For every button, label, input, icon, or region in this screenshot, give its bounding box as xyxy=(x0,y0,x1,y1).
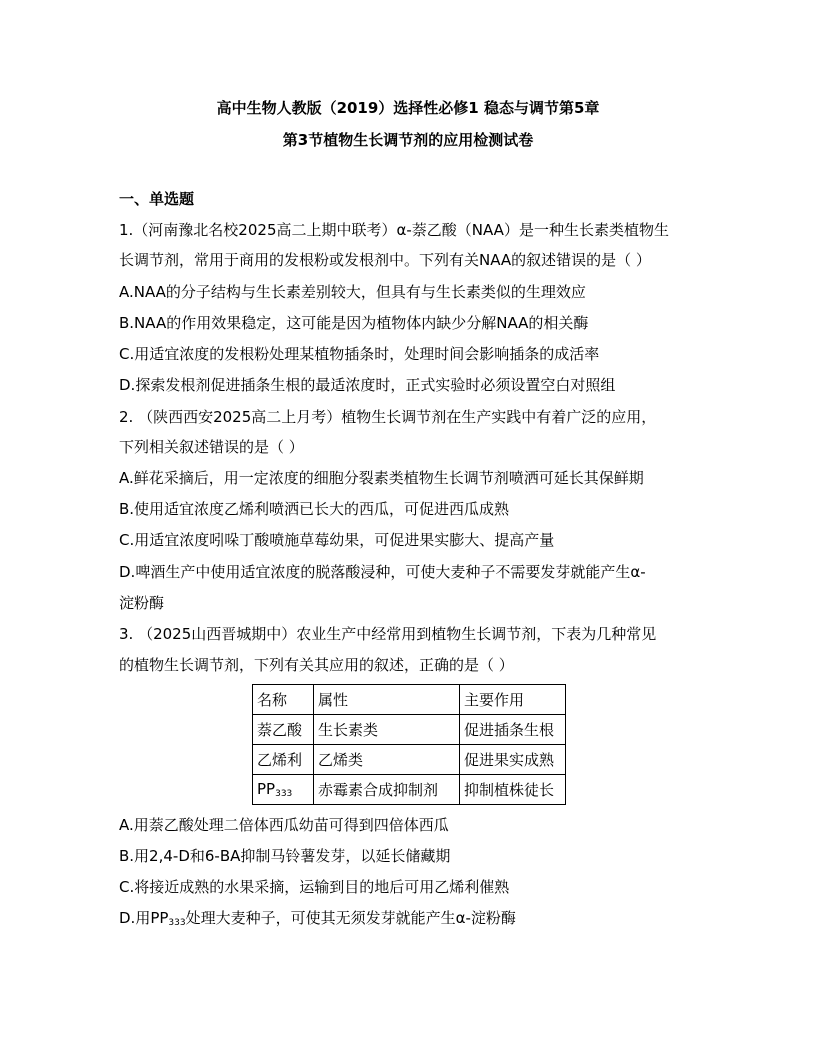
table-cell: 促进插条生根 xyxy=(460,715,566,745)
option-a: A.用萘乙酸处理二倍体西瓜幼苗可得到四倍体西瓜 xyxy=(119,816,449,834)
table-cell: 生长素类 xyxy=(314,715,460,745)
table-header-row xyxy=(253,685,566,715)
question-stem-line: 3. （2025山西晋城期中）农业生产中经常用到植物生长调节剂，下表为几种常见 xyxy=(119,625,657,643)
table-cell: 赤霉素合成抑制剂 xyxy=(314,775,460,805)
question-stem-line: 的植物生长调节剂，下列有关其应用的叙述，正确的是（ ） xyxy=(119,656,514,674)
table-row xyxy=(253,775,566,805)
table-row xyxy=(253,745,566,775)
table-cell: 促进果实成熟 xyxy=(460,745,566,775)
table-cell: 乙烯类 xyxy=(314,745,460,775)
option-d-suffix: 处理大麦种子，可使其无须发芽就能产生α-淀粉酶 xyxy=(185,909,516,927)
section-heading: 一、单选题 xyxy=(119,190,195,208)
option-d: D.探索发根剂促进插条生根的最适浓度时，正式实验时必须设置空白对照组 xyxy=(119,376,616,394)
table-cell-text: PP xyxy=(257,780,276,798)
option-b: B.用2,4-D和6-BA抑制马铃薯发芽，以延长储藏期 xyxy=(119,847,451,865)
regulator-table xyxy=(252,684,566,805)
question-stem-line: 2. （陕西西安2025高二上月考）植物生长调节剂在生产实践中有着广泛的应用， xyxy=(119,408,657,426)
table-header-cell: 属性 xyxy=(314,685,460,715)
question-stem-line: 长调节剂，常用于商用的发根粉或发根剂中。下列有关NAA的叙述错误的是（ ） xyxy=(119,251,651,269)
option-d-subscript: 333 xyxy=(168,918,186,928)
option-d-continuation: 淀粉酶 xyxy=(119,594,165,612)
table-row xyxy=(253,715,566,745)
option-a: A.鲜花采摘后，用一定浓度的细胞分裂素类植物生长调节剂喷洒可延长其保鲜期 xyxy=(119,469,644,487)
option-c: C.用适宜浓度的发根粉处理某植物插条时，处理时间会影响插条的成活率 xyxy=(119,345,600,363)
option-b: B.使用适宜浓度乙烯利喷洒已长大的西瓜，可促进西瓜成熟 xyxy=(119,500,510,518)
table-cell-subscript: 333 xyxy=(275,789,293,799)
option-d: D.啤酒生产中使用适宜浓度的脱落酸浸种，可使大麦种子不需要发芽就能产生α- xyxy=(119,563,646,581)
question-stem-line: 1.（河南豫北名校2025高二上期中联考）α-萘乙酸（NAA）是一种生长素类植物生 xyxy=(119,221,669,239)
option-b: B.NAA的作用效果稳定，这可能是因为植物体内缺少分解NAA的相关酶 xyxy=(119,314,589,332)
option-d xyxy=(119,908,516,933)
table-cell: 抑制植株徒长 xyxy=(460,775,566,805)
table-header-cell: 名称 xyxy=(253,685,314,715)
table-cell xyxy=(253,775,314,805)
table-cell: 乙烯利 xyxy=(253,745,314,775)
table-cell: 萘乙酸 xyxy=(253,715,314,745)
question-stem-line: 下列相关叙述错误的是（ ） xyxy=(119,438,304,456)
table-header-cell: 主要作用 xyxy=(460,685,566,715)
option-a: A.NAA的分子结构与生长素差别较大，但具有与生长素类似的生理效应 xyxy=(119,283,586,301)
option-c: C.用适宜浓度吲哚丁酸喷施草莓幼果，可促进果实膨大、提高产量 xyxy=(119,531,555,549)
option-c: C.将接近成熟的水果采摘，运输到目的地后可用乙烯利催熟 xyxy=(119,878,510,896)
option-d-prefix: D.用PP xyxy=(119,909,169,927)
page-subtitle: 第3节植物生长调节剂的应用检测试卷 xyxy=(282,131,534,149)
page-title: 高中生物人教版（2019）选择性必修1 稳态与调节第5章 xyxy=(216,99,600,117)
